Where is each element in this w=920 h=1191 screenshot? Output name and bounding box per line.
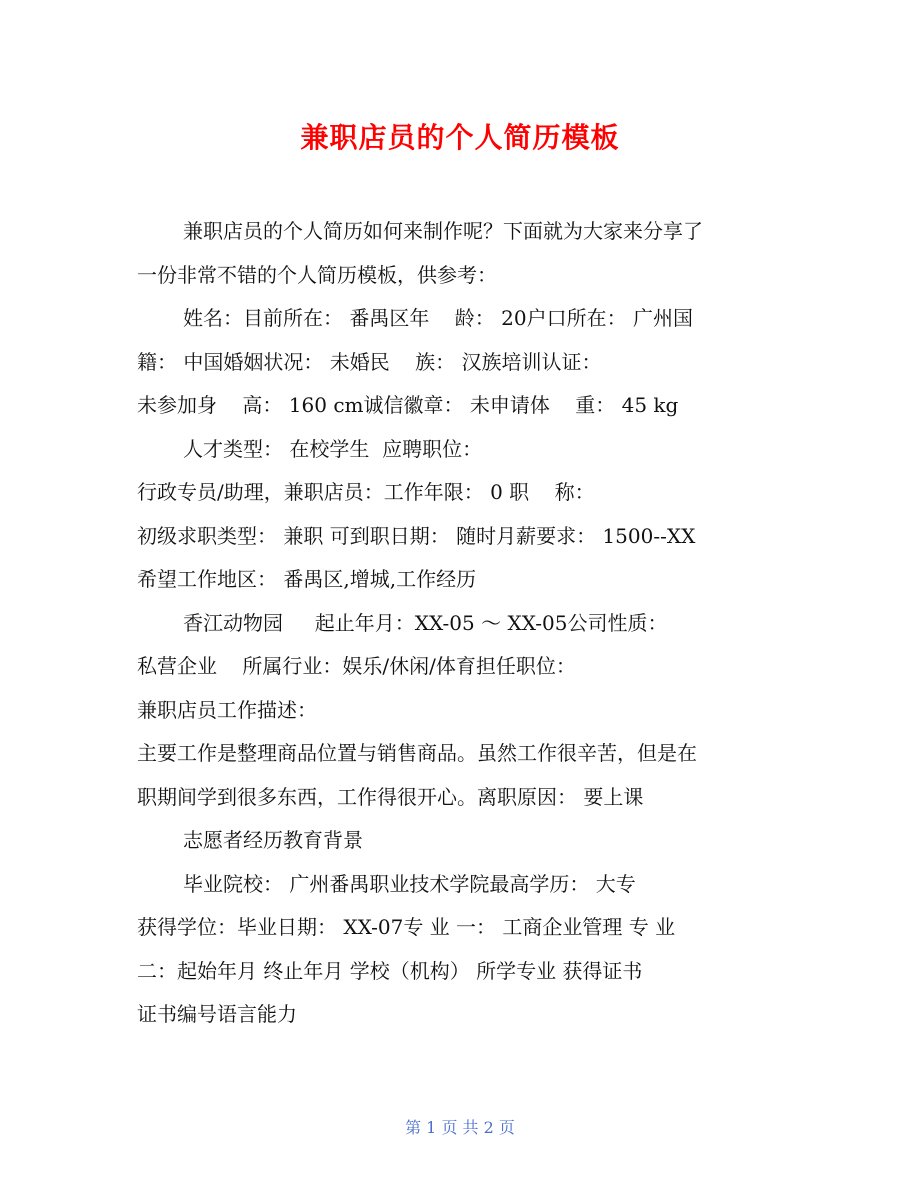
- page-title: 兼职店员的个人简历模板: [300, 121, 620, 154]
- text-line: 主要工作是整理商品位置与销售商品。虽然工作很辛苦，但是在: [137, 741, 697, 765]
- text-line: 希望工作地区： 番禺区,增城,工作经历: [137, 567, 477, 591]
- text-line: 兼职店员的个人简历如何来制作呢？下面就为大家来分享了: [183, 219, 703, 243]
- text-line: 私营企业 所属行业：娱乐/休闲/体育担任职位：: [137, 654, 576, 678]
- document-body: [137, 216, 797, 1043]
- text-line: 职期间学到很多东西，工作得很开心。离职原因： 要上课: [137, 784, 644, 809]
- text-line: 籍： 中国婚姻状况： 未婚民 族： 汉族培训认证：: [137, 349, 602, 374]
- text-line: 行政专员/助理，兼职店员：工作年限： 0 职 称：: [137, 480, 595, 504]
- text-line: 香江动物园 起止年月：XX-05 ～ XX-05公司性质：: [183, 610, 668, 635]
- text-line: 志愿者经历教育背景: [183, 828, 363, 852]
- text-line: 姓名：目前所在： 番禺区年 龄： 20户口所在： 广州国: [183, 306, 693, 330]
- text-line: 初级求职类型： 兼职 可到职日期： 随时月薪要求： 1500--XX: [137, 523, 696, 548]
- text-line: 一份非常不错的个人简历模板，供参考：: [137, 262, 497, 287]
- text-line: 兼职店员工作描述：: [137, 697, 317, 722]
- text-line: 获得学位：毕业日期： XX-07专 业 一： 工商企业管理 专 业: [137, 915, 676, 939]
- text-line: 未参加身 高： 160 cm诚信徽章： 未申请体 重： 45 kg: [137, 393, 679, 417]
- text-line: 二：起始年月 终止年月 学校（机构） 所学专业 获得证书: [137, 958, 643, 983]
- page-footer: 第 1 页 共 2 页: [405, 1118, 515, 1137]
- text-line: 人才类型： 在校学生 应聘职位：: [183, 436, 483, 461]
- text-line: 证书编号语言能力: [137, 1002, 297, 1026]
- text-line: 毕业院校： 广州番禺职业技术学院最高学历： 大专: [183, 871, 636, 896]
